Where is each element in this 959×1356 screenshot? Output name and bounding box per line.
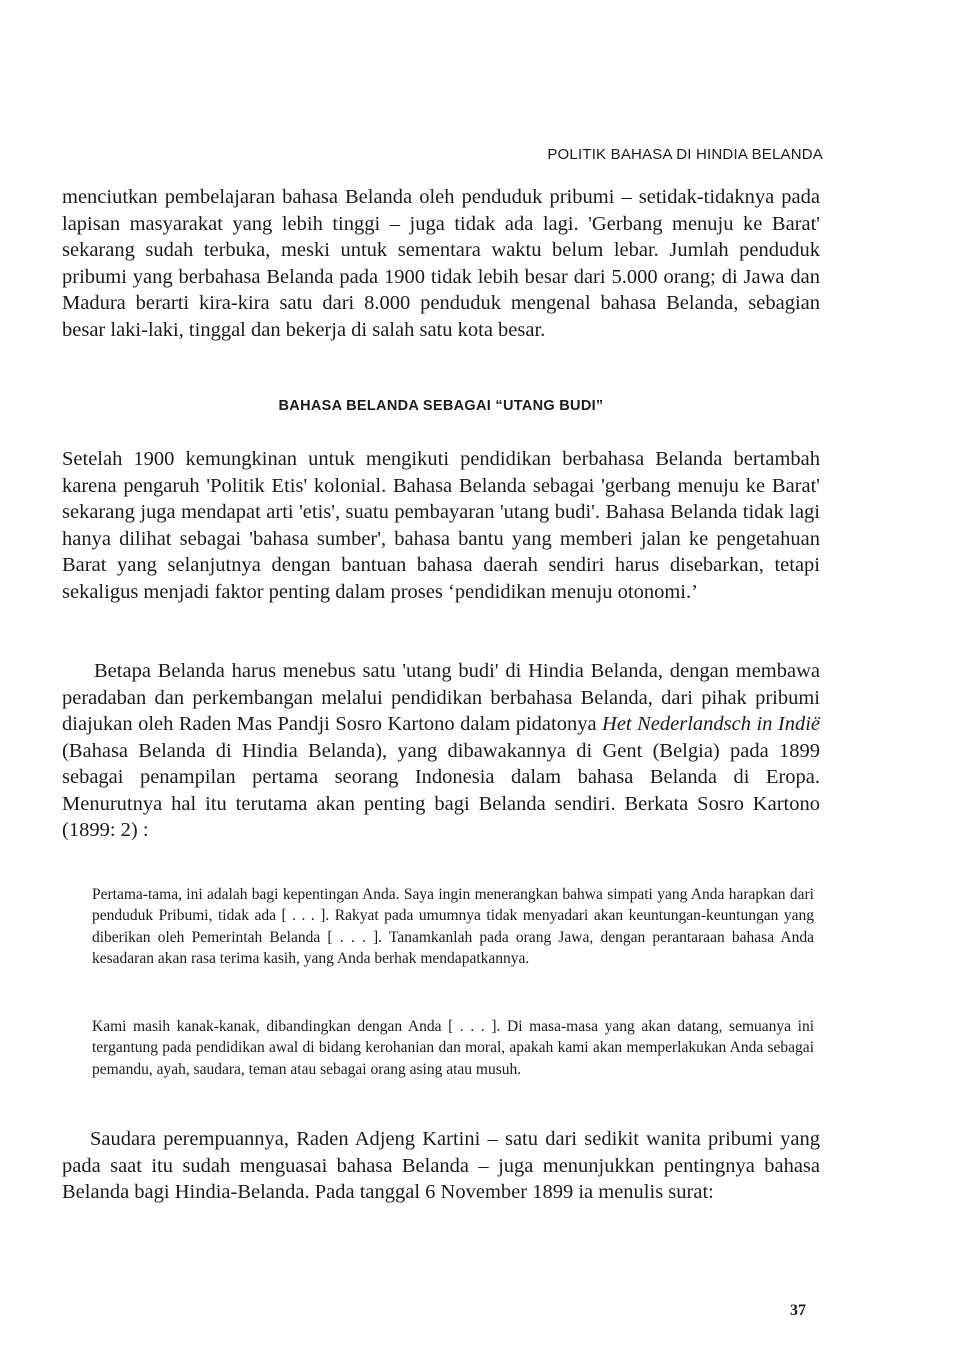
paragraph-intro: menciutkan pembelajaran bahasa Belanda oleh penduduk pribumi – setidak-tidaknya pada lapisan masyarakat yang lebih tinggi – juga tidak ada lagi. 'Gerbang menuju ke Barat' sekarang sudah terbuka, meski untuk sementara waktu belum lebar. Jumlah penduduk pribumi yang berbahasa Belanda pada 1900 tidak lebih besar dari 5.000 orang; di Jawa dan Madura berarti kira-kira satu dari 8.000 penduduk mengenal bahasa Belanda, sebagian besar laki-laki, tinggal dan bekerja di salah satu kota besar. [62,186,820,341]
running-header: POLITIK BAHASA DI HINDIA BELANDA [547,146,823,163]
paragraph-text: (Bahasa Belanda di Hindia Belanda), yang dibawakannya di Gent (Belgia) pada 1899 sebagai penampilan pertama seorang Indonesia dalam bahasa Belanda di Eropa. Menurutnya hal itu terutama akan penting bagi Belanda sendiri. Berkata Sosro Kartono (1899: 2) : [62,739,820,841]
section-heading: BAHASA BELANDA SEBAGAI “UTANG BUDI” [278,398,604,414]
paragraph-sosro-kartono [62,658,820,844]
paragraph-politik-etis: Setelah 1900 kemungkinan untuk mengikuti pendidikan berbahasa Belanda bertambah karena pengaruh 'Politik Etis' kolonial. Bahasa Belanda sebagai 'gerbang menuju ke Barat' sekarang juga mendapat arti 'etis', suatu pembayaran 'utang budi'. Bahasa Belanda tidak lagi hanya dilihat sebagai 'bahasa sumber', bahasa bantu yang memberi jalan ke pengetahuan Barat yang selanjutnya dengan bantuan bahasa daerah sendiri harus disebarkan, tetapi sekaligus menjadi faktor penting dalam proses ‘pendidikan menuju otonomi.’ [62,448,820,603]
block-quote-1: Pertama-tama, ini adalah bagi kepentingan Anda. Saya ingin menerangkan bahwa simpati yang Anda harapkan dari penduduk Pribumi, tidak ada [ . . . ]. Rakyat pada umumnya tidak menyadari akan keuntungan-keuntungan yang diberikan oleh Pemerintah Belanda [ . . . ]. Tanamkanlah pada orang Jawa, dengan perantaraan bahasa Anda kesadaran akan rasa terima kasih, yang Anda berhak mendapatkannya. [92,886,814,968]
paragraph-text: Betapa Belanda harus menebus satu 'utang budi' di Hindia Belanda, dengan membawa peradaban dan perkembangan melalui pendidikan berbahasa Belanda, dari pihak pribumi diajukan oleh Raden Mas Pandji Sosro Kartono dalam pidatonya [62,660,820,735]
block-quote-2: Kami masih kanak-kanak, dibandingkan dengan Anda [ . . . ]. Di masa-masa yang akan datang, semuanya ini tergantung pada pendidikan awal di bidang kerohanian dan moral, apakah kami akan memperlakukan Anda sebagai pemandu, ayah, saudara, teman atau sebagai orang asing atau musuh. [92,1018,814,1078]
page-number: 37 [790,1302,806,1319]
speech-title: Het Nederlandsch in Indië [602,713,820,735]
paragraph-kartini: Saudara perempuannya, Raden Adjeng Kartini – satu dari sedikit wanita pribumi yang pada saat itu sudah menguasai bahasa Belanda – juga menunjukkan pentingnya bahasa Belanda bagi Hindia-Belanda. Pada tanggal 6 November 1899 ia menulis surat: [62,1128,820,1203]
